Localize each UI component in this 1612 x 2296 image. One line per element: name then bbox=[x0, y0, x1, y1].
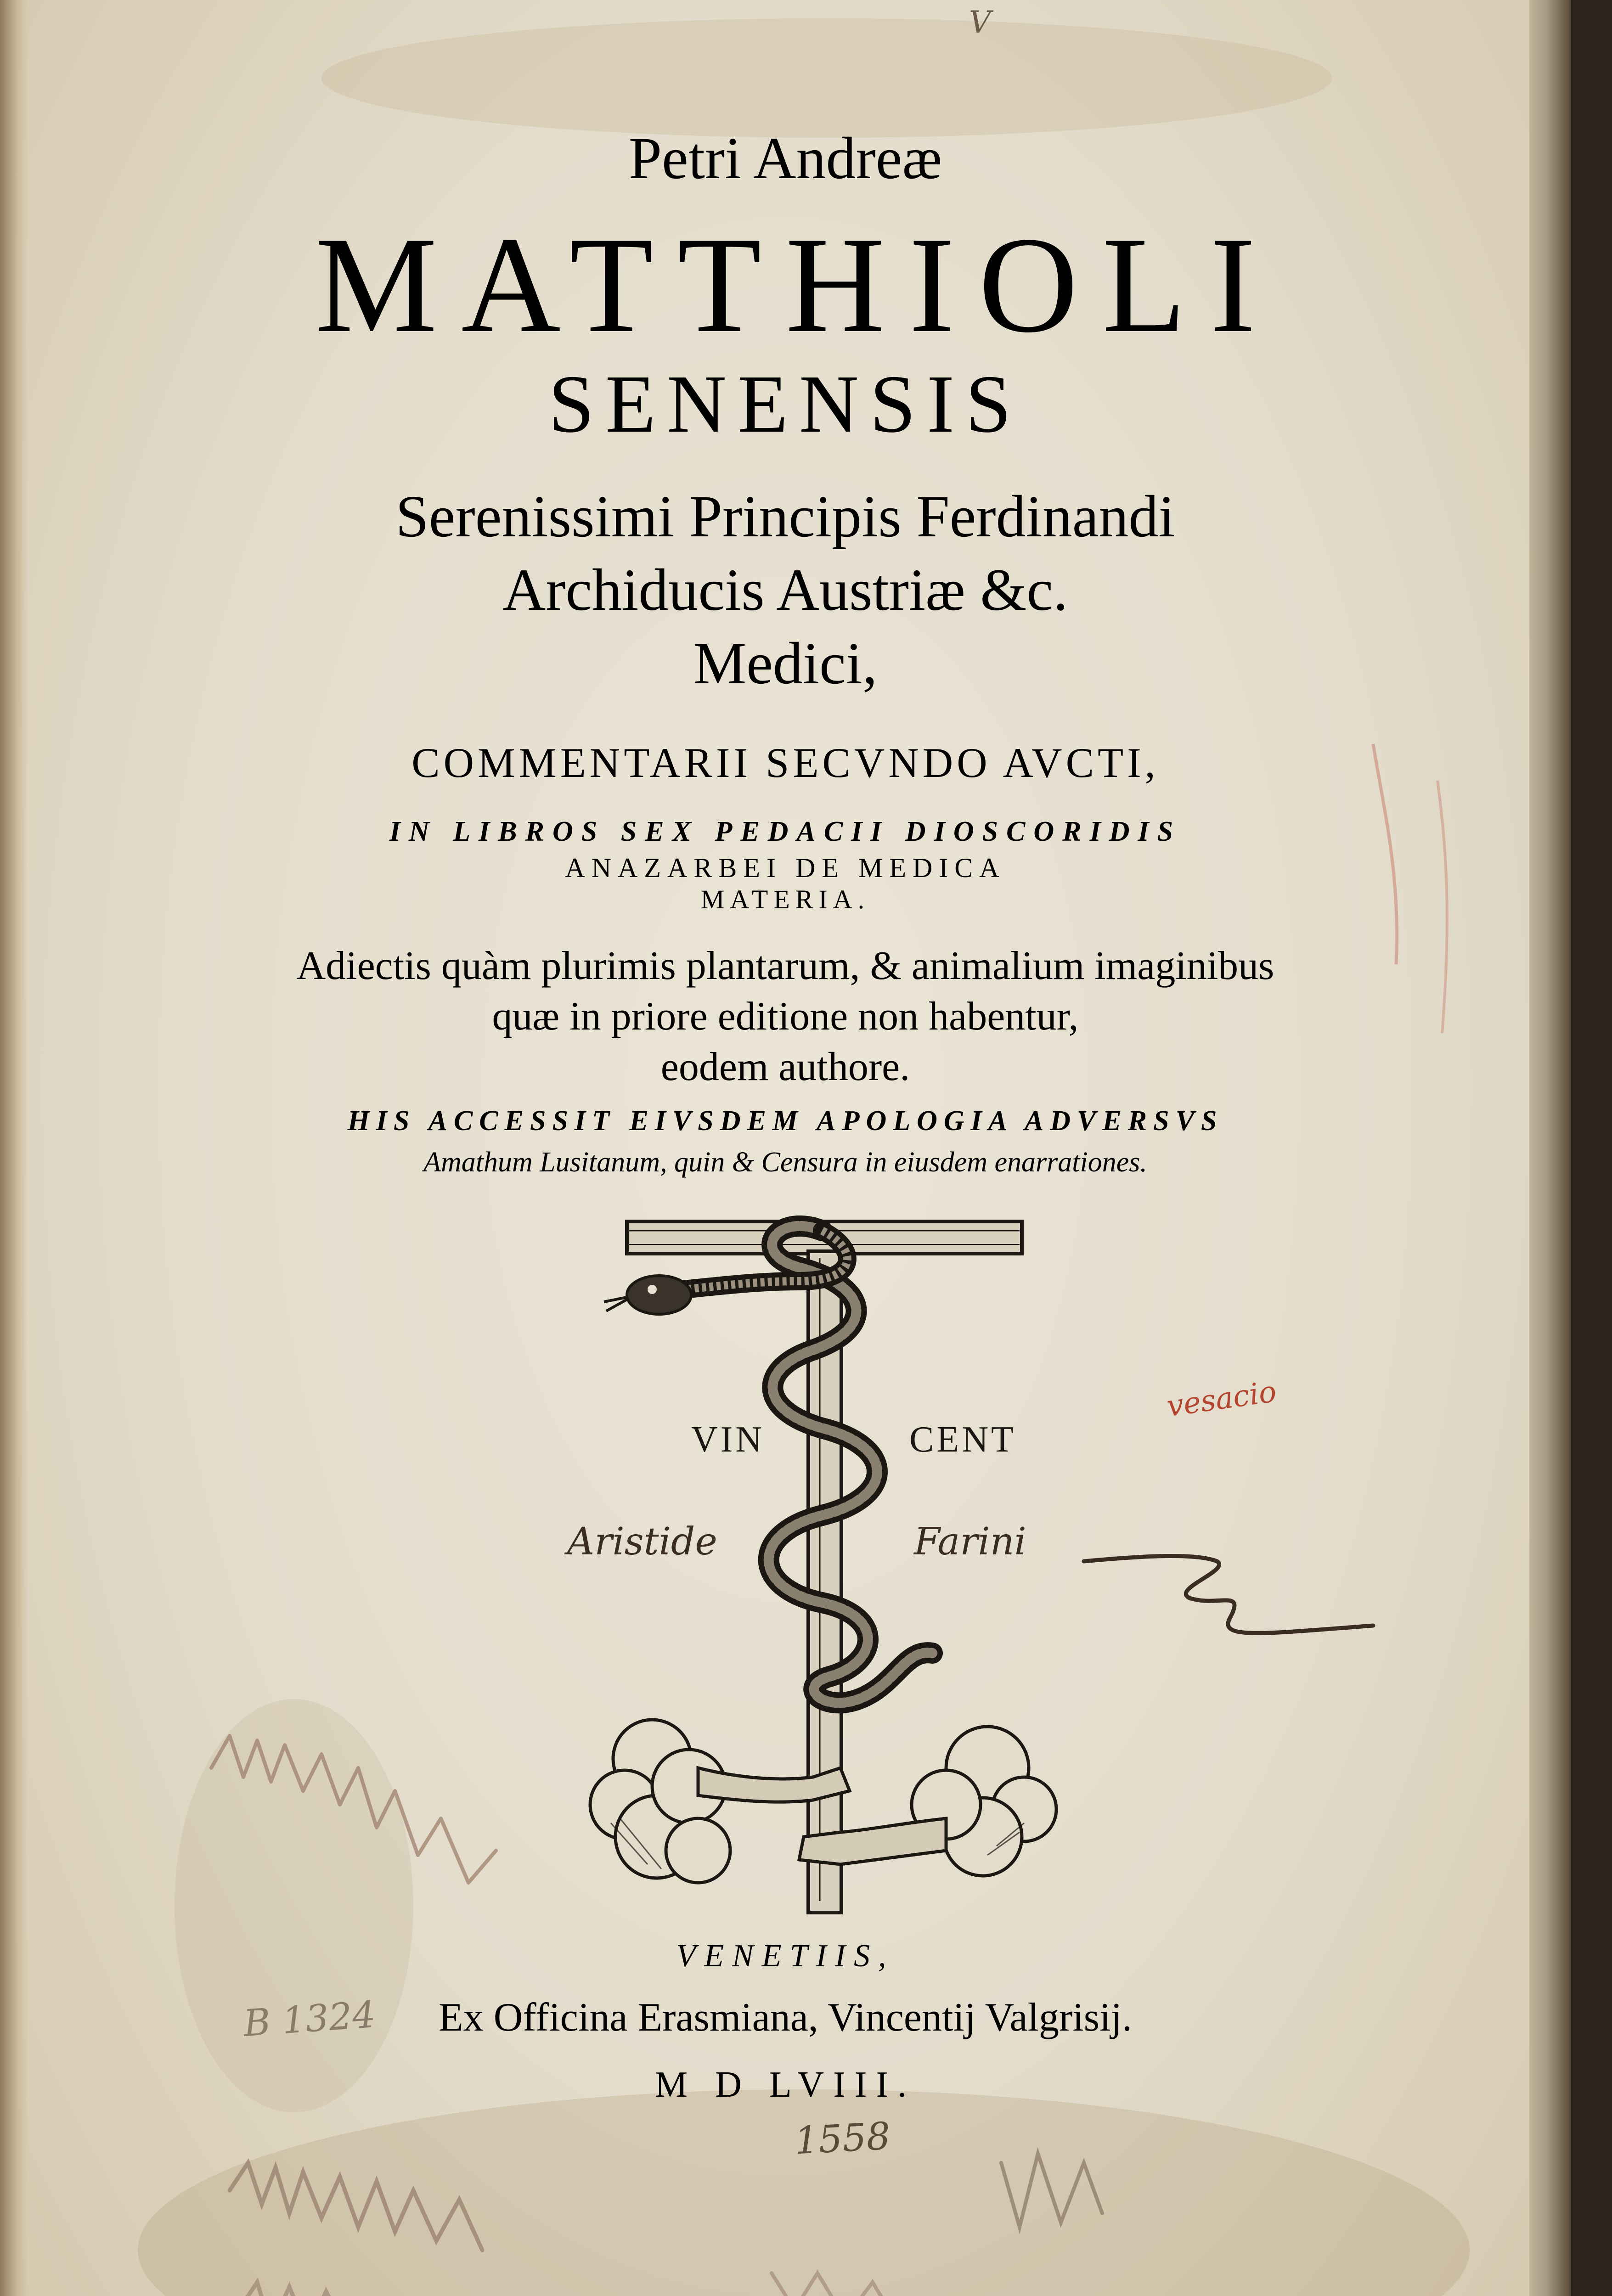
owner-signature-first: Aristide bbox=[567, 1520, 717, 1564]
patron-line-3: Medici, bbox=[693, 630, 878, 697]
subject-line-2: ANAZARBEI DE MEDICA bbox=[565, 853, 1006, 883]
manuscript-date: 1558 bbox=[793, 2114, 892, 2163]
addition-line-2: quæ in priore editione non habentur, bbox=[492, 994, 1079, 1039]
imprint-printer: Ex Officina Erasmiana, Vincentij Valgrisij. bbox=[439, 1995, 1132, 2040]
imprint-year: M D LVIII. bbox=[654, 2065, 916, 2105]
owner-signature-last: Farini bbox=[914, 1520, 1026, 1564]
shelfmark-note: B 1324 bbox=[242, 1993, 377, 2045]
device-motto-left: VIN bbox=[691, 1419, 765, 1460]
apology-line-2: Amathum Lusitanum, quin & Censura in eiusdem enarrationes. bbox=[423, 1147, 1147, 1178]
pencil-scribble-bottom bbox=[220, 2135, 1415, 2296]
author-name: MATTHIOLI bbox=[315, 208, 1280, 361]
top-margin-note: V bbox=[969, 5, 991, 40]
work-title: COMMENTARII SECVNDO AVCTI, bbox=[411, 739, 1159, 786]
tau-cross-serpent-hands-device bbox=[583, 1212, 1065, 1919]
red-crayon-note: vesacio bbox=[1165, 1374, 1279, 1424]
stain-top bbox=[321, 18, 1332, 138]
addition-line-1: Adiectis quàm plurimis plantarum, & animalium imaginibus bbox=[296, 944, 1274, 988]
subject-line-3: MATERIA. bbox=[700, 884, 870, 914]
author-origin: SENENSIS bbox=[548, 358, 1023, 450]
author-prefix: Petri Andreæ bbox=[628, 125, 942, 191]
patron-line-2: Archiducis Austriæ &c. bbox=[502, 557, 1068, 623]
patron-line-1: Serenissimi Principis Ferdinandi bbox=[395, 484, 1175, 550]
subject-line-1: IN LIBROS SEX PEDACII DIOSCORIDIS bbox=[389, 816, 1182, 847]
apology-line-1: HIS ACCESSIT EIVSDEM APOLOGIA ADVERSVS bbox=[347, 1105, 1223, 1137]
device-motto-right: CENT bbox=[909, 1419, 1016, 1460]
red-crayon-marks bbox=[1346, 735, 1483, 1056]
imprint-place: VENETIIS, bbox=[676, 1938, 895, 1974]
pencil-scribble-left bbox=[202, 1699, 524, 1929]
signature-flourish bbox=[1079, 1534, 1378, 1671]
addition-line-3: eodem authore. bbox=[660, 1045, 910, 1089]
